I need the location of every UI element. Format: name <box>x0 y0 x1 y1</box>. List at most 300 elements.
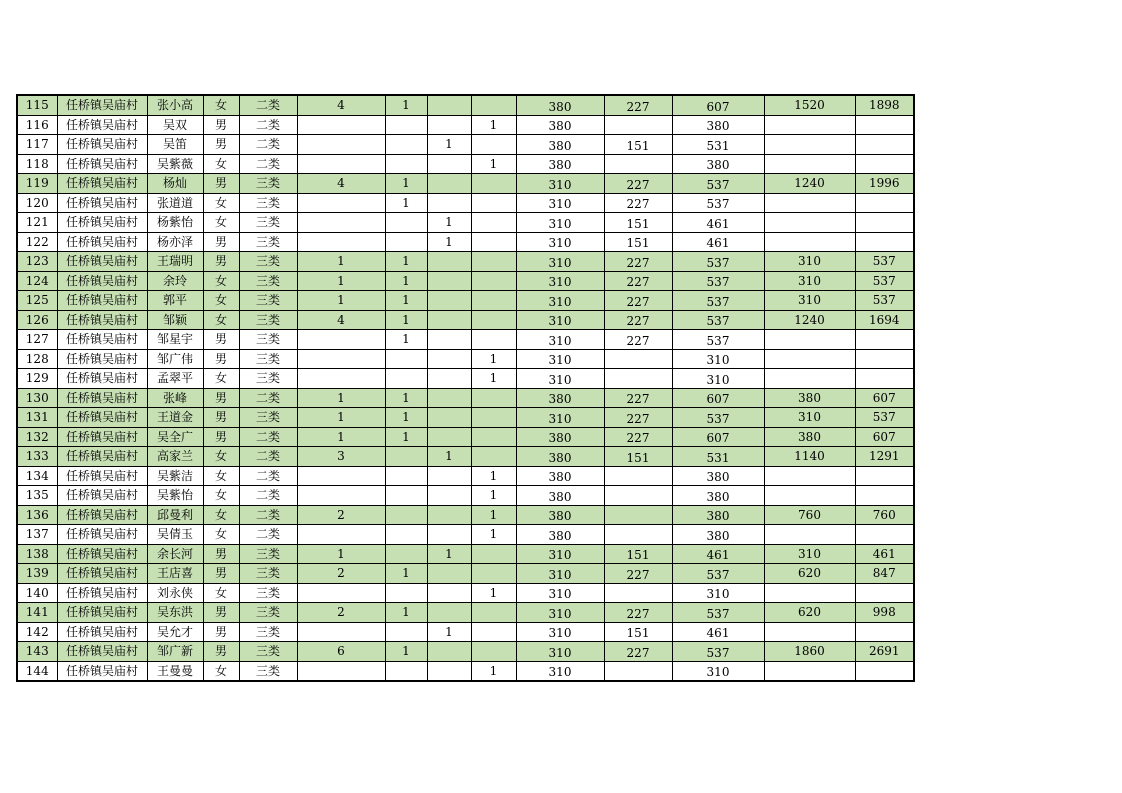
amount-cell-3: 537 <box>672 408 764 428</box>
count-cell-3 <box>427 408 471 428</box>
village-cell: 任桥镇吴庙村 <box>57 349 147 369</box>
count-cell-4: 1 <box>471 486 516 506</box>
category-cell: 三类 <box>239 661 297 681</box>
sex-cell: 女 <box>203 466 239 486</box>
count-cell-3 <box>427 193 471 213</box>
amount-cell-1: 380 <box>516 466 604 486</box>
count-cell-2: 1 <box>385 642 427 662</box>
person-name-cell: 吴紫洁 <box>147 466 203 486</box>
count-cell-4 <box>471 544 516 564</box>
count-cell-2 <box>385 135 427 155</box>
sex-cell: 男 <box>203 388 239 408</box>
count-cell-2 <box>385 154 427 174</box>
row-number-cell: 143 <box>17 642 57 662</box>
row-number-cell: 127 <box>17 330 57 350</box>
sex-cell: 女 <box>203 369 239 389</box>
count-cell-1: 1 <box>297 388 385 408</box>
village-cell: 任桥镇吴庙村 <box>57 642 147 662</box>
table-row <box>17 642 914 662</box>
total-cell-2 <box>855 466 914 486</box>
count-cell-2: 1 <box>385 408 427 428</box>
amount-cell-1: 310 <box>516 291 604 311</box>
total-cell-2 <box>855 135 914 155</box>
sex-cell: 女 <box>203 447 239 467</box>
amount-cell-1: 310 <box>516 213 604 233</box>
table-row <box>17 427 914 447</box>
count-cell-1 <box>297 583 385 603</box>
amount-cell-1: 380 <box>516 427 604 447</box>
row-number-cell: 139 <box>17 564 57 584</box>
person-name-cell: 吴允才 <box>147 622 203 642</box>
sex-cell: 男 <box>203 544 239 564</box>
amount-cell-2 <box>604 154 672 174</box>
sex-cell: 男 <box>203 603 239 623</box>
row-number-cell: 118 <box>17 154 57 174</box>
count-cell-2: 1 <box>385 95 427 115</box>
category-cell: 三类 <box>239 271 297 291</box>
amount-cell-3: 537 <box>672 330 764 350</box>
row-number-cell: 121 <box>17 213 57 233</box>
category-cell: 二类 <box>239 154 297 174</box>
count-cell-1 <box>297 369 385 389</box>
person-name-cell: 郭平 <box>147 291 203 311</box>
count-cell-2 <box>385 349 427 369</box>
village-cell: 任桥镇吴庙村 <box>57 291 147 311</box>
amount-cell-3: 461 <box>672 544 764 564</box>
count-cell-1 <box>297 486 385 506</box>
total-cell-2: 1898 <box>855 95 914 115</box>
amount-cell-3: 531 <box>672 135 764 155</box>
amount-cell-2 <box>604 661 672 681</box>
person-name-cell: 吴笛 <box>147 135 203 155</box>
count-cell-4 <box>471 174 516 194</box>
total-cell-1 <box>764 661 855 681</box>
village-cell: 任桥镇吴庙村 <box>57 583 147 603</box>
category-cell: 三类 <box>239 232 297 252</box>
count-cell-3 <box>427 291 471 311</box>
count-cell-3: 1 <box>427 622 471 642</box>
total-cell-1: 310 <box>764 291 855 311</box>
category-cell: 二类 <box>239 135 297 155</box>
category-cell: 三类 <box>239 310 297 330</box>
count-cell-1: 1 <box>297 252 385 272</box>
total-cell-2 <box>855 349 914 369</box>
row-number-cell: 142 <box>17 622 57 642</box>
amount-cell-1: 310 <box>516 369 604 389</box>
count-cell-1 <box>297 349 385 369</box>
category-cell: 三类 <box>239 622 297 642</box>
person-name-cell: 邱曼利 <box>147 505 203 525</box>
person-name-cell: 刘永侠 <box>147 583 203 603</box>
amount-cell-3: 537 <box>672 174 764 194</box>
row-number-cell: 123 <box>17 252 57 272</box>
count-cell-1: 2 <box>297 505 385 525</box>
amount-cell-2: 227 <box>604 252 672 272</box>
category-cell: 二类 <box>239 466 297 486</box>
count-cell-4 <box>471 271 516 291</box>
total-cell-1: 310 <box>764 252 855 272</box>
amount-cell-2: 227 <box>604 427 672 447</box>
count-cell-2: 1 <box>385 271 427 291</box>
count-cell-1 <box>297 232 385 252</box>
amount-cell-1: 310 <box>516 349 604 369</box>
amount-cell-1: 310 <box>516 193 604 213</box>
amount-cell-3: 310 <box>672 661 764 681</box>
table-row <box>17 369 914 389</box>
count-cell-4: 1 <box>471 349 516 369</box>
count-cell-1: 1 <box>297 408 385 428</box>
sex-cell: 女 <box>203 661 239 681</box>
table-row <box>17 408 914 428</box>
amount-cell-2 <box>604 369 672 389</box>
total-cell-2: 537 <box>855 291 914 311</box>
sex-cell: 男 <box>203 564 239 584</box>
table-body <box>17 95 914 681</box>
amount-cell-1: 380 <box>516 505 604 525</box>
total-cell-1 <box>764 349 855 369</box>
total-cell-1 <box>764 622 855 642</box>
amount-cell-3: 537 <box>672 310 764 330</box>
count-cell-1: 1 <box>297 544 385 564</box>
category-cell: 三类 <box>239 603 297 623</box>
total-cell-1 <box>764 330 855 350</box>
amount-cell-2: 227 <box>604 330 672 350</box>
count-cell-4 <box>471 603 516 623</box>
count-cell-4 <box>471 95 516 115</box>
count-cell-3 <box>427 115 471 135</box>
total-cell-1: 380 <box>764 388 855 408</box>
amount-cell-3: 310 <box>672 349 764 369</box>
category-cell: 二类 <box>239 388 297 408</box>
sex-cell: 男 <box>203 330 239 350</box>
amount-cell-3: 380 <box>672 115 764 135</box>
count-cell-4: 1 <box>471 661 516 681</box>
amount-cell-2: 227 <box>604 603 672 623</box>
total-cell-2 <box>855 213 914 233</box>
table-row <box>17 486 914 506</box>
count-cell-4 <box>471 252 516 272</box>
table-row <box>17 466 914 486</box>
total-cell-2: 537 <box>855 408 914 428</box>
total-cell-2: 1694 <box>855 310 914 330</box>
village-cell: 任桥镇吴庙村 <box>57 369 147 389</box>
count-cell-1 <box>297 213 385 233</box>
count-cell-2: 1 <box>385 388 427 408</box>
count-cell-4: 1 <box>471 154 516 174</box>
table-row <box>17 447 914 467</box>
table-row <box>17 252 914 272</box>
amount-cell-3: 380 <box>672 466 764 486</box>
amount-cell-1: 380 <box>516 95 604 115</box>
amount-cell-2: 227 <box>604 642 672 662</box>
amount-cell-3: 537 <box>672 603 764 623</box>
sex-cell: 女 <box>203 583 239 603</box>
total-cell-1: 760 <box>764 505 855 525</box>
amount-cell-1: 310 <box>516 622 604 642</box>
village-cell: 任桥镇吴庙村 <box>57 135 147 155</box>
count-cell-2 <box>385 622 427 642</box>
count-cell-3: 1 <box>427 232 471 252</box>
count-cell-3 <box>427 564 471 584</box>
sex-cell: 男 <box>203 115 239 135</box>
count-cell-3 <box>427 642 471 662</box>
sex-cell: 女 <box>203 505 239 525</box>
amount-cell-1: 380 <box>516 447 604 467</box>
amount-cell-3: 537 <box>672 252 764 272</box>
category-cell: 三类 <box>239 408 297 428</box>
count-cell-2 <box>385 661 427 681</box>
total-cell-2: 1291 <box>855 447 914 467</box>
count-cell-2 <box>385 583 427 603</box>
village-cell: 任桥镇吴庙村 <box>57 525 147 545</box>
person-name-cell: 王曼曼 <box>147 661 203 681</box>
table-row <box>17 603 914 623</box>
count-cell-3 <box>427 603 471 623</box>
amount-cell-3: 310 <box>672 369 764 389</box>
count-cell-4 <box>471 388 516 408</box>
person-name-cell: 杨灿 <box>147 174 203 194</box>
count-cell-2: 1 <box>385 310 427 330</box>
total-cell-1 <box>764 486 855 506</box>
amount-cell-3: 461 <box>672 213 764 233</box>
count-cell-4 <box>471 232 516 252</box>
count-cell-2 <box>385 486 427 506</box>
table-row <box>17 525 914 545</box>
sex-cell: 男 <box>203 642 239 662</box>
amount-cell-2: 227 <box>604 193 672 213</box>
amount-cell-1: 310 <box>516 642 604 662</box>
total-cell-2 <box>855 486 914 506</box>
category-cell: 三类 <box>239 583 297 603</box>
total-cell-1: 620 <box>764 564 855 584</box>
category-cell: 二类 <box>239 505 297 525</box>
village-cell: 任桥镇吴庙村 <box>57 232 147 252</box>
amount-cell-1: 310 <box>516 603 604 623</box>
amount-cell-3: 537 <box>672 291 764 311</box>
amount-cell-2 <box>604 115 672 135</box>
count-cell-3: 1 <box>427 544 471 564</box>
amount-cell-3: 607 <box>672 95 764 115</box>
amount-cell-2: 227 <box>604 310 672 330</box>
count-cell-2 <box>385 525 427 545</box>
amount-cell-1: 310 <box>516 232 604 252</box>
count-cell-1 <box>297 466 385 486</box>
total-cell-2 <box>855 525 914 545</box>
count-cell-2 <box>385 369 427 389</box>
person-name-cell: 杨亦泽 <box>147 232 203 252</box>
count-cell-1 <box>297 115 385 135</box>
amount-cell-3: 461 <box>672 232 764 252</box>
count-cell-2 <box>385 544 427 564</box>
total-cell-1: 620 <box>764 603 855 623</box>
village-cell: 任桥镇吴庙村 <box>57 447 147 467</box>
total-cell-1 <box>764 135 855 155</box>
table-row <box>17 330 914 350</box>
count-cell-2: 1 <box>385 291 427 311</box>
sex-cell: 男 <box>203 622 239 642</box>
table-row <box>17 95 914 115</box>
amount-cell-1: 380 <box>516 486 604 506</box>
count-cell-4 <box>471 622 516 642</box>
total-cell-2: 2691 <box>855 642 914 662</box>
count-cell-3: 1 <box>427 213 471 233</box>
table-row <box>17 154 914 174</box>
table-row <box>17 388 914 408</box>
count-cell-1 <box>297 525 385 545</box>
count-cell-2 <box>385 115 427 135</box>
count-cell-1: 4 <box>297 174 385 194</box>
row-number-cell: 131 <box>17 408 57 428</box>
person-name-cell: 王道金 <box>147 408 203 428</box>
sex-cell: 女 <box>203 95 239 115</box>
amount-cell-3: 380 <box>672 154 764 174</box>
count-cell-1 <box>297 135 385 155</box>
amount-cell-1: 310 <box>516 408 604 428</box>
count-cell-4 <box>471 330 516 350</box>
count-cell-1: 4 <box>297 95 385 115</box>
sex-cell: 男 <box>203 408 239 428</box>
person-name-cell: 邹颖 <box>147 310 203 330</box>
amount-cell-2: 151 <box>604 232 672 252</box>
person-name-cell: 杨紫怡 <box>147 213 203 233</box>
amount-cell-2 <box>604 486 672 506</box>
amount-cell-1: 380 <box>516 388 604 408</box>
count-cell-1 <box>297 330 385 350</box>
count-cell-3 <box>427 388 471 408</box>
category-cell: 二类 <box>239 486 297 506</box>
category-cell: 三类 <box>239 193 297 213</box>
count-cell-4 <box>471 642 516 662</box>
count-cell-3: 1 <box>427 447 471 467</box>
category-cell: 三类 <box>239 544 297 564</box>
sex-cell: 男 <box>203 232 239 252</box>
sex-cell: 女 <box>203 271 239 291</box>
amount-cell-3: 537 <box>672 564 764 584</box>
amount-cell-3: 537 <box>672 642 764 662</box>
table-row <box>17 349 914 369</box>
village-cell: 任桥镇吴庙村 <box>57 486 147 506</box>
amount-cell-2: 227 <box>604 388 672 408</box>
count-cell-3 <box>427 349 471 369</box>
table-row <box>17 505 914 525</box>
amount-cell-1: 380 <box>516 135 604 155</box>
person-name-cell: 张道道 <box>147 193 203 213</box>
count-cell-1: 3 <box>297 447 385 467</box>
amount-cell-2 <box>604 349 672 369</box>
person-name-cell: 吴倩玉 <box>147 525 203 545</box>
village-cell: 任桥镇吴庙村 <box>57 310 147 330</box>
amount-cell-3: 310 <box>672 583 764 603</box>
total-cell-1: 1860 <box>764 642 855 662</box>
village-cell: 任桥镇吴庙村 <box>57 388 147 408</box>
count-cell-1: 2 <box>297 564 385 584</box>
amount-cell-1: 380 <box>516 115 604 135</box>
row-number-cell: 138 <box>17 544 57 564</box>
count-cell-1: 1 <box>297 427 385 447</box>
person-name-cell: 余长河 <box>147 544 203 564</box>
count-cell-3 <box>427 330 471 350</box>
row-number-cell: 135 <box>17 486 57 506</box>
category-cell: 三类 <box>239 252 297 272</box>
total-cell-2 <box>855 154 914 174</box>
category-cell: 三类 <box>239 330 297 350</box>
row-number-cell: 129 <box>17 369 57 389</box>
total-cell-1: 380 <box>764 427 855 447</box>
sex-cell: 男 <box>203 349 239 369</box>
amount-cell-3: 537 <box>672 271 764 291</box>
row-number-cell: 125 <box>17 291 57 311</box>
amount-cell-3: 380 <box>672 525 764 545</box>
amount-cell-2: 151 <box>604 447 672 467</box>
person-name-cell: 余玲 <box>147 271 203 291</box>
category-cell: 二类 <box>239 95 297 115</box>
total-cell-1 <box>764 232 855 252</box>
table-row <box>17 564 914 584</box>
village-cell: 任桥镇吴庙村 <box>57 564 147 584</box>
village-cell: 任桥镇吴庙村 <box>57 115 147 135</box>
category-cell: 三类 <box>239 349 297 369</box>
count-cell-1: 1 <box>297 271 385 291</box>
amount-cell-3: 461 <box>672 622 764 642</box>
row-number-cell: 130 <box>17 388 57 408</box>
category-cell: 二类 <box>239 447 297 467</box>
village-cell: 任桥镇吴庙村 <box>57 622 147 642</box>
person-name-cell: 孟翠平 <box>147 369 203 389</box>
row-number-cell: 124 <box>17 271 57 291</box>
amount-cell-1: 310 <box>516 661 604 681</box>
total-cell-2: 607 <box>855 388 914 408</box>
total-cell-2 <box>855 583 914 603</box>
sex-cell: 女 <box>203 154 239 174</box>
count-cell-3 <box>427 661 471 681</box>
person-name-cell: 吴全广 <box>147 427 203 447</box>
row-number-cell: 119 <box>17 174 57 194</box>
row-number-cell: 115 <box>17 95 57 115</box>
person-name-cell: 高家兰 <box>147 447 203 467</box>
amount-cell-1: 310 <box>516 564 604 584</box>
village-cell: 任桥镇吴庙村 <box>57 466 147 486</box>
count-cell-2: 1 <box>385 252 427 272</box>
total-cell-2 <box>855 232 914 252</box>
table-row <box>17 232 914 252</box>
amount-cell-1: 380 <box>516 525 604 545</box>
count-cell-2 <box>385 447 427 467</box>
amount-cell-2: 227 <box>604 271 672 291</box>
person-name-cell: 吴双 <box>147 115 203 135</box>
count-cell-4 <box>471 291 516 311</box>
category-cell: 二类 <box>239 115 297 135</box>
count-cell-3 <box>427 174 471 194</box>
count-cell-3 <box>427 154 471 174</box>
total-cell-2 <box>855 622 914 642</box>
count-cell-4 <box>471 193 516 213</box>
count-cell-3 <box>427 466 471 486</box>
sex-cell: 女 <box>203 213 239 233</box>
amount-cell-2: 227 <box>604 291 672 311</box>
sex-cell: 男 <box>203 135 239 155</box>
amount-cell-2: 227 <box>604 174 672 194</box>
person-name-cell: 吴紫薇 <box>147 154 203 174</box>
total-cell-2 <box>855 661 914 681</box>
row-number-cell: 140 <box>17 583 57 603</box>
category-cell: 三类 <box>239 564 297 584</box>
amount-cell-1: 380 <box>516 154 604 174</box>
total-cell-1 <box>764 525 855 545</box>
total-cell-1: 1140 <box>764 447 855 467</box>
amount-cell-2: 151 <box>604 213 672 233</box>
count-cell-2: 1 <box>385 564 427 584</box>
amount-cell-1: 310 <box>516 544 604 564</box>
